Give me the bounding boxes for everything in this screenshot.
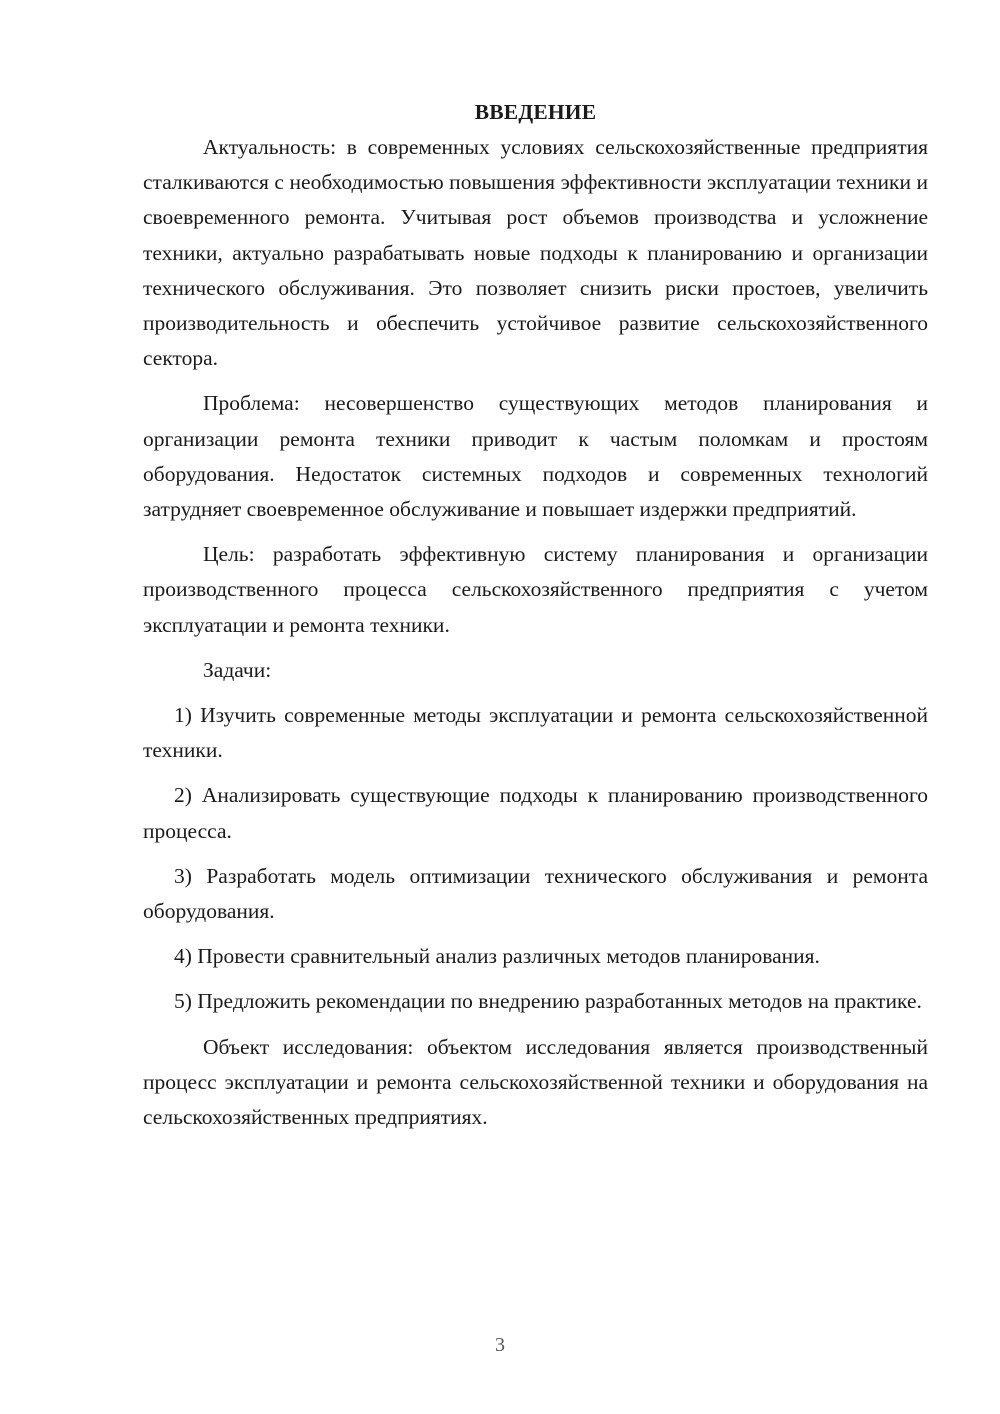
page-number: 3	[495, 1334, 505, 1356]
paragraph-relevance: Актуальность: в современных условиях сельскохозяйственные предприятия сталкиваются с необходимостью повышения эффективности эксплуатации техники и своевременного ремонта. Учитывая рост объемов производства и усложнение техники, актуально разрабатывать новые подходы к планированию и организации технического обслуживания. Это позволяет снизить риски простоев, увеличить производительность и обеспечить устойчивое развитие сельскохозяйственного сектора.	[143, 135, 928, 371]
tasks-heading: Задачи:	[203, 657, 272, 682]
task-item-2: 2) Анализировать существующие подходы к планированию производственного процесса.	[143, 783, 928, 843]
task-item-1: 1) Изучить современные методы эксплуатации и ремонта сельскохозяйственной техники.	[143, 703, 928, 763]
task-item-3: 3) Разработать модель оптимизации технического обслуживания и ремонта оборудования.	[143, 863, 928, 924]
paragraph-object: Объект исследования: объектом исследования является производственный процесс эксплуатации и ремонта сельскохозяйственной техники и оборудования на сельскохозяйственных предприятиях.	[143, 1034, 928, 1130]
task-item-5: 5) Предложить рекомендации по внедрению разработанных методов на практике.	[174, 989, 922, 1014]
document-page	[143, 95, 928, 1145]
paragraph-goal: Цель: разработать эффективную систему планирования и организации производственного процесса сельскохозяйственного предприятия с учетом эксплуатации и ремонта техники.	[143, 542, 928, 637]
paragraph-problem: Проблема: несовершенство существующих методов планирования и организации ремонта техники приводит к частым поломкам и простоям оборудования. Недостаток системных подходов и современных технологий затрудняет своевременное обслуживание и повышает издержки предприятий.	[143, 391, 928, 522]
task-item-4: 4) Провести сравнительный анализ различных методов планирования.	[174, 944, 820, 969]
document-title: ВВЕДЕНИЕ	[474, 100, 597, 124]
